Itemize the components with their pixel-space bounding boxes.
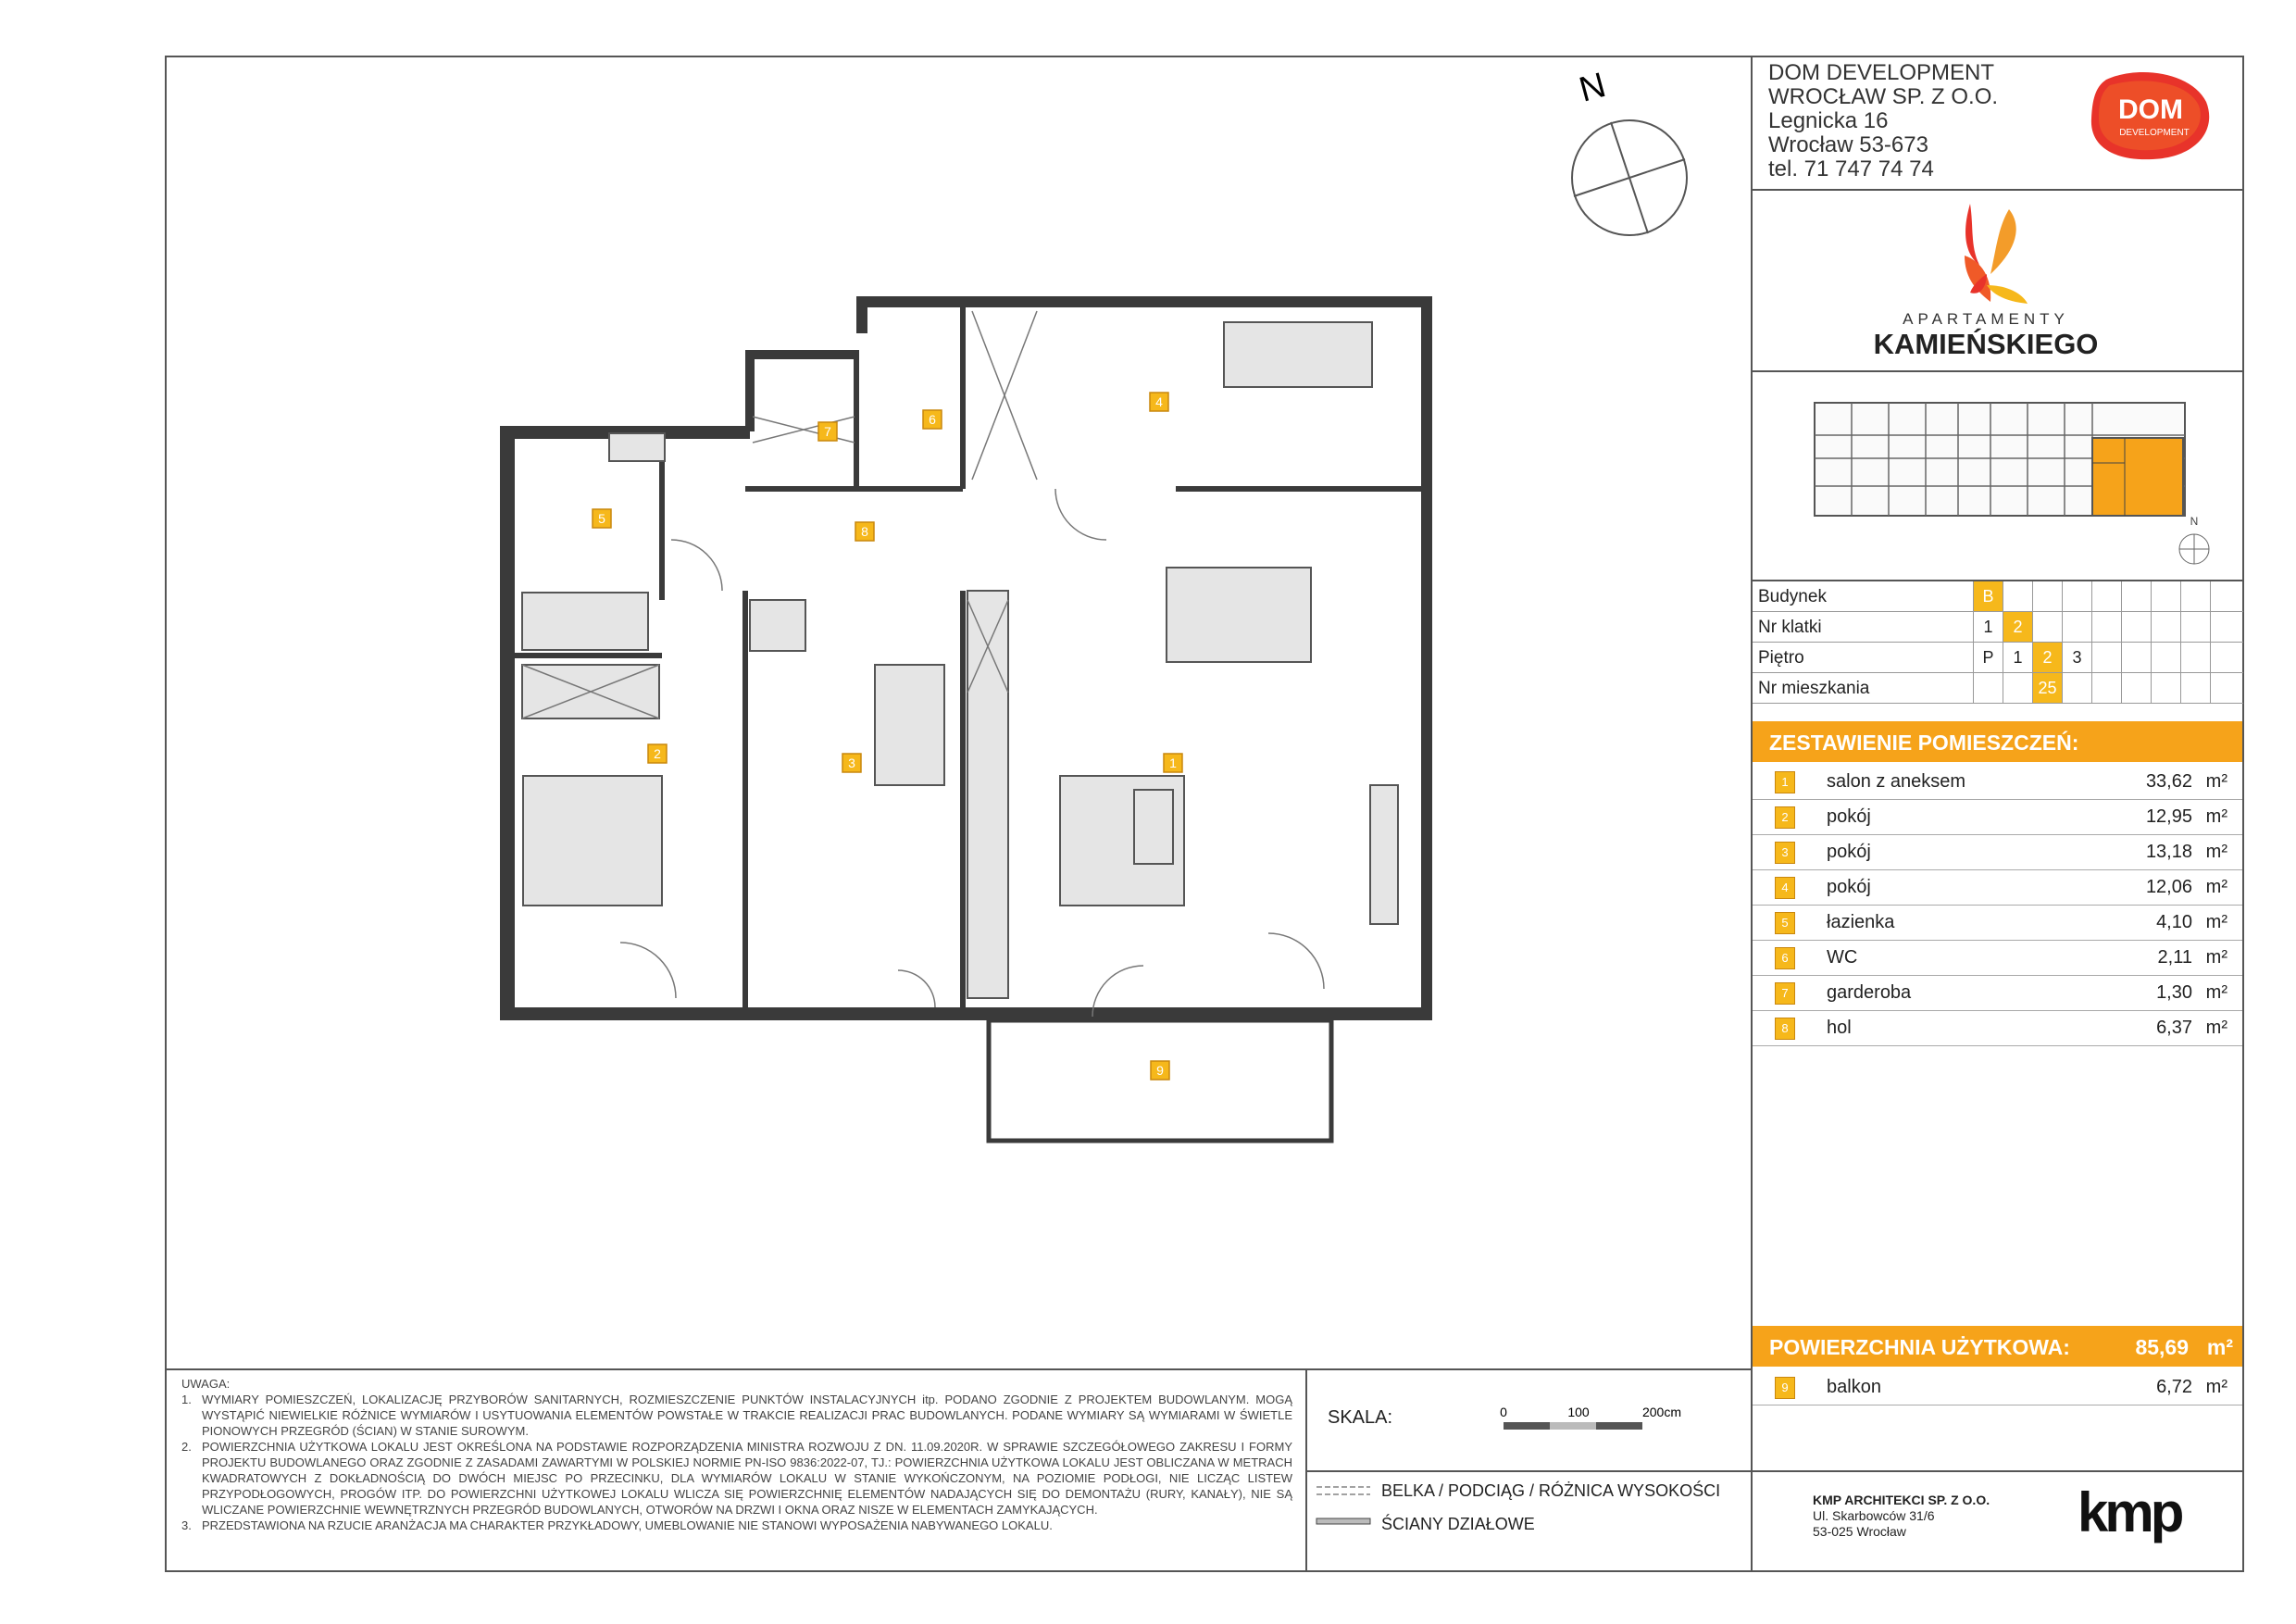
sidebar-sep-2 xyxy=(1751,370,2244,372)
scale-legend-divider xyxy=(1305,1470,1752,1472)
info-cell xyxy=(2062,673,2091,703)
info-cell xyxy=(2121,612,2151,642)
room-area: 12,06 xyxy=(2145,877,2192,897)
info-row-label: Budynek xyxy=(1758,587,1827,606)
dom-development-logo xyxy=(2088,69,2213,161)
room-area: 6,37 xyxy=(2156,1018,2192,1038)
room-unit: m² xyxy=(2205,947,2227,968)
info-cell: 1 xyxy=(1973,612,2003,642)
rooms-header-bar xyxy=(1753,721,2242,762)
info-cell xyxy=(2003,581,2032,611)
sidebar-sep-1 xyxy=(1751,189,2244,191)
info-cell xyxy=(2180,581,2210,611)
architect-info xyxy=(1813,1493,1990,1540)
sidebar-sep-4 xyxy=(1751,1470,2244,1472)
plan-room-label: 5 xyxy=(598,511,605,526)
note-number: 3. xyxy=(181,1518,192,1532)
room-name: salon z aneksem xyxy=(1827,771,1966,792)
room-number-badge: 7 xyxy=(1775,982,1795,1005)
note-item xyxy=(181,1439,1292,1518)
room-row xyxy=(1753,765,2242,800)
company-line: DOM DEVELOPMENT xyxy=(1768,60,1995,85)
note-item xyxy=(181,1392,1292,1439)
room-row xyxy=(1753,941,2242,976)
info-row-mieszkanie xyxy=(1753,673,2243,704)
info-cell xyxy=(1973,673,2003,703)
plan-room-label: 4 xyxy=(1155,394,1163,409)
usable-area-label: POWIERZCHNIA UŻYTKOWA: xyxy=(1769,1335,2070,1359)
info-cell xyxy=(2210,673,2240,703)
key-plan-north-label: N xyxy=(2190,515,2199,528)
info-cell xyxy=(2180,643,2210,672)
project-logo xyxy=(1852,200,2120,367)
room-unit: m² xyxy=(2205,842,2227,862)
room-number-badge: 2 xyxy=(1775,806,1795,829)
info-cell xyxy=(2091,581,2121,611)
room-area: 2,11 xyxy=(2157,947,2192,968)
plan-room-label: 9 xyxy=(1156,1063,1164,1078)
room-name: pokój xyxy=(1827,877,1871,897)
compass-north-label: N xyxy=(1575,66,1610,110)
room-name: pokój xyxy=(1827,842,1871,862)
info-table xyxy=(1753,581,2243,704)
room-number-badge: 9 xyxy=(1775,1377,1795,1399)
key-plan-thumbnail xyxy=(1805,394,2222,569)
plan-room-label: 7 xyxy=(824,424,831,439)
info-cell xyxy=(2091,673,2121,703)
legend-beam: BELKA / PODCIĄG / RÓŻNICA WYSOKOŚCI xyxy=(1381,1481,1721,1500)
scale-label: SKALA: xyxy=(1328,1407,1393,1428)
notes-block xyxy=(181,1376,1292,1533)
legend-symbols xyxy=(1315,1478,1379,1533)
room-unit: m² xyxy=(2205,1018,2227,1038)
info-cell xyxy=(2091,643,2121,672)
room-unit: m² xyxy=(2205,912,2227,932)
company-line: WROCŁAW SP. Z O.O. xyxy=(1768,84,1999,109)
info-row-budynek xyxy=(1753,581,2243,612)
floor-plan xyxy=(500,294,1444,1156)
room-name: WC xyxy=(1827,947,1858,968)
rooms-header: ZESTAWIENIE POMIESZCZEŃ: xyxy=(1769,731,2079,755)
info-cell: 2 xyxy=(2003,612,2032,642)
note-item xyxy=(181,1518,1292,1533)
info-cell xyxy=(2151,673,2180,703)
info-cell xyxy=(2210,643,2240,672)
info-cell xyxy=(2032,581,2062,611)
info-cell xyxy=(2151,612,2180,642)
info-cell xyxy=(2210,612,2240,642)
balcony-list xyxy=(1753,1370,2242,1405)
room-area: 33,62 xyxy=(2145,771,2192,792)
info-row-pietro xyxy=(1753,643,2243,673)
plan-room-label: 8 xyxy=(861,524,868,539)
plan-room-label: 6 xyxy=(929,412,936,427)
room-row xyxy=(1753,1011,2242,1046)
compass xyxy=(1555,57,1703,243)
info-row-label: Nr mieszkania xyxy=(1758,679,1870,698)
info-cell xyxy=(2121,581,2151,611)
company-line: tel. 71 747 74 74 xyxy=(1768,156,1934,181)
usable-area-bar xyxy=(1753,1326,2242,1367)
info-cell xyxy=(2151,581,2180,611)
kmp-logo: kmp xyxy=(2078,1481,2181,1543)
room-unit: m² xyxy=(2205,1377,2227,1397)
room-area: 1,30 xyxy=(2156,982,2192,1003)
info-row-klatka xyxy=(1753,612,2243,643)
architect-name: KMP ARCHITEKCI SP. Z O.O. xyxy=(1813,1493,1990,1507)
note-number: 1. xyxy=(181,1393,192,1406)
dom-logo-text: DOM xyxy=(2118,94,2183,125)
scale-tick: 0 xyxy=(1500,1405,1507,1419)
note-text: WYMIARY POMIESZCZEŃ, LOKALIZACJĘ PRZYBORÓW SANITARNYCH, ROZMIESZCZENIE PUNKTÓW INSTALACYJNYCH itp. PODANO ZGODNIE Z PROJEKTEM BUDOWLANYM. MOGĄ WYSTĄPIĆ NIEWIELKIE RÓŻNICE WYMIARÓW I USYTUOWANIA ELEMENTÓW POWSTAŁE W TRAKCIE REALIZACJI PRAC BUDOWLANYCH. PODANE WYMIARY SĄ WYMIARAMI W ŚWIETLE PIONOWYCH PRZEGRÓD (ŚCIAN) W STANIE SUROWYM. xyxy=(202,1393,1292,1438)
notes-divider xyxy=(165,1368,1752,1370)
note-number: 2. xyxy=(181,1440,192,1454)
dom-logo-subtext: DEVELOPMENT xyxy=(2119,128,2190,138)
info-cell: P xyxy=(1973,643,2003,672)
room-name: garderoba xyxy=(1827,982,1912,1003)
room-row xyxy=(1753,835,2242,870)
room-area: 13,18 xyxy=(2145,842,2192,862)
room-area: 6,72 xyxy=(2156,1377,2192,1397)
info-cell xyxy=(2062,612,2091,642)
info-cell xyxy=(2032,612,2062,642)
info-cell xyxy=(2003,673,2032,703)
plan-room-label: 3 xyxy=(848,756,855,770)
note-text: PRZEDSTAWIONA NA RZUCIE ARANŻACJA MA CHARAKTER PRZYKŁADOWY, UMEBLOWANIE NIE STANOWI WYPOSAŻENIA NABYWANEGO LOKALU. xyxy=(202,1518,1053,1532)
company-line: Legnicka 16 xyxy=(1768,108,1889,133)
room-list xyxy=(1753,765,2242,1046)
note-text: POWIERZCHNIA UŻYTKOWA LOKALU JEST OKREŚLONA NA PODSTAWIE ROZPORZĄDZENIA MINISTRA ROZWOJU Z DN. 11.09.2020R. W SPRAWIE SZCZEGÓŁOWEGO ZAKRESU I FORMY PROJEKTU BUDOWLANEGO ORAZ ZGODNIE Z ZASADAMI ZAWARTYMI W POLSKIEJ NORMIE PN-ISO 9836:2022-07, TJ.: POWIERZCHNIA UŻYTKOWA LOKALU JEST OBLICZANA W METRACH KWADRATOWYCH Z DOKŁADNOŚCIĄ DO DWÓCH MIEJSC PO PRZECINKU, DLA WYMIARÓW LOKALU W STANIE WYKOŃCZONYM, NA POZIOMIE PODŁOGI, NIE LICZĄC LISTEW PRZYPODŁOGOWYCH, PROGÓW ITP. DO POWIERZCHNI UŻYTKOWEJ LOKALU WLICZA SIĘ POWIERZCHNIĘ ELEMENTÓW NADAJĄCYCH SIĘ DO DEMONTAŻU (RURY, KANAŁY), NIE SĄ WLICZANE POWIERZCHNIE WEWNĘTRZNYCH PRZEGRÓD BUDOWLANYCH, OTWORÓW NA DRZWI I OKNA ORAZ NISZE W ELEMENTACH ZAMYKAJĄCYCH. xyxy=(202,1440,1292,1517)
info-cell xyxy=(2062,581,2091,611)
room-row xyxy=(1753,870,2242,906)
plan-room-label: 2 xyxy=(654,746,661,761)
room-name: hol xyxy=(1827,1018,1852,1038)
room-unit: m² xyxy=(2205,806,2227,827)
room-number-badge: 1 xyxy=(1775,771,1795,793)
company-info xyxy=(1768,61,1998,181)
info-row-label: Nr klatki xyxy=(1758,618,1822,637)
info-cell: 25 xyxy=(2032,673,2062,703)
info-cell xyxy=(2121,673,2151,703)
balcony-row xyxy=(1753,1370,2242,1405)
project-name-top: APARTAMENTY xyxy=(1903,310,2069,328)
room-number-badge: 6 xyxy=(1775,947,1795,969)
legend-walls: ŚCIANY DZIAŁOWE xyxy=(1381,1515,1535,1533)
info-cell xyxy=(2091,612,2121,642)
info-cell xyxy=(2151,643,2180,672)
room-name: balkon xyxy=(1827,1377,1881,1397)
room-name: łazienka xyxy=(1827,912,1895,932)
room-number-badge: 4 xyxy=(1775,877,1795,899)
project-name-bottom: KAMIEŃSKIEGO xyxy=(1873,328,2099,360)
info-cell xyxy=(2210,581,2240,611)
info-cell: 2 xyxy=(2032,643,2062,672)
usable-area-value: 85,69 xyxy=(2135,1335,2189,1359)
room-number-badge: 8 xyxy=(1775,1018,1795,1040)
room-unit: m² xyxy=(2205,982,2227,1003)
usable-area-unit: m² xyxy=(2206,1335,2233,1359)
room-unit: m² xyxy=(2205,771,2227,792)
scale-bar xyxy=(1491,1404,1703,1441)
info-cell: 3 xyxy=(2062,643,2091,672)
plan-room-label: 1 xyxy=(1169,756,1177,770)
scale-tick: 200cm xyxy=(1641,1405,1682,1419)
info-row-label: Piętro xyxy=(1758,648,1804,668)
room-area: 4,10 xyxy=(2156,912,2192,932)
architect-address: Ul. Skarbowców 31/6 xyxy=(1813,1508,1935,1523)
info-cell xyxy=(2180,612,2210,642)
room-row xyxy=(1753,906,2242,941)
room-area: 12,95 xyxy=(2145,806,2192,827)
info-cell xyxy=(2121,643,2151,672)
room-row xyxy=(1753,976,2242,1011)
info-cell xyxy=(2180,673,2210,703)
room-name: pokój xyxy=(1827,806,1871,827)
notes-title: UWAGA: xyxy=(181,1377,231,1391)
scale-tick: 100 xyxy=(1567,1405,1590,1419)
architect-city: 53-025 Wrocław xyxy=(1813,1524,1906,1539)
company-line: Wrocław 53-673 xyxy=(1768,132,1928,157)
info-cell: B xyxy=(1973,581,2003,611)
room-unit: m² xyxy=(2205,877,2227,897)
room-number-badge: 3 xyxy=(1775,842,1795,864)
room-row xyxy=(1753,800,2242,835)
room-number-badge: 5 xyxy=(1775,912,1795,934)
info-cell: 1 xyxy=(2003,643,2032,672)
